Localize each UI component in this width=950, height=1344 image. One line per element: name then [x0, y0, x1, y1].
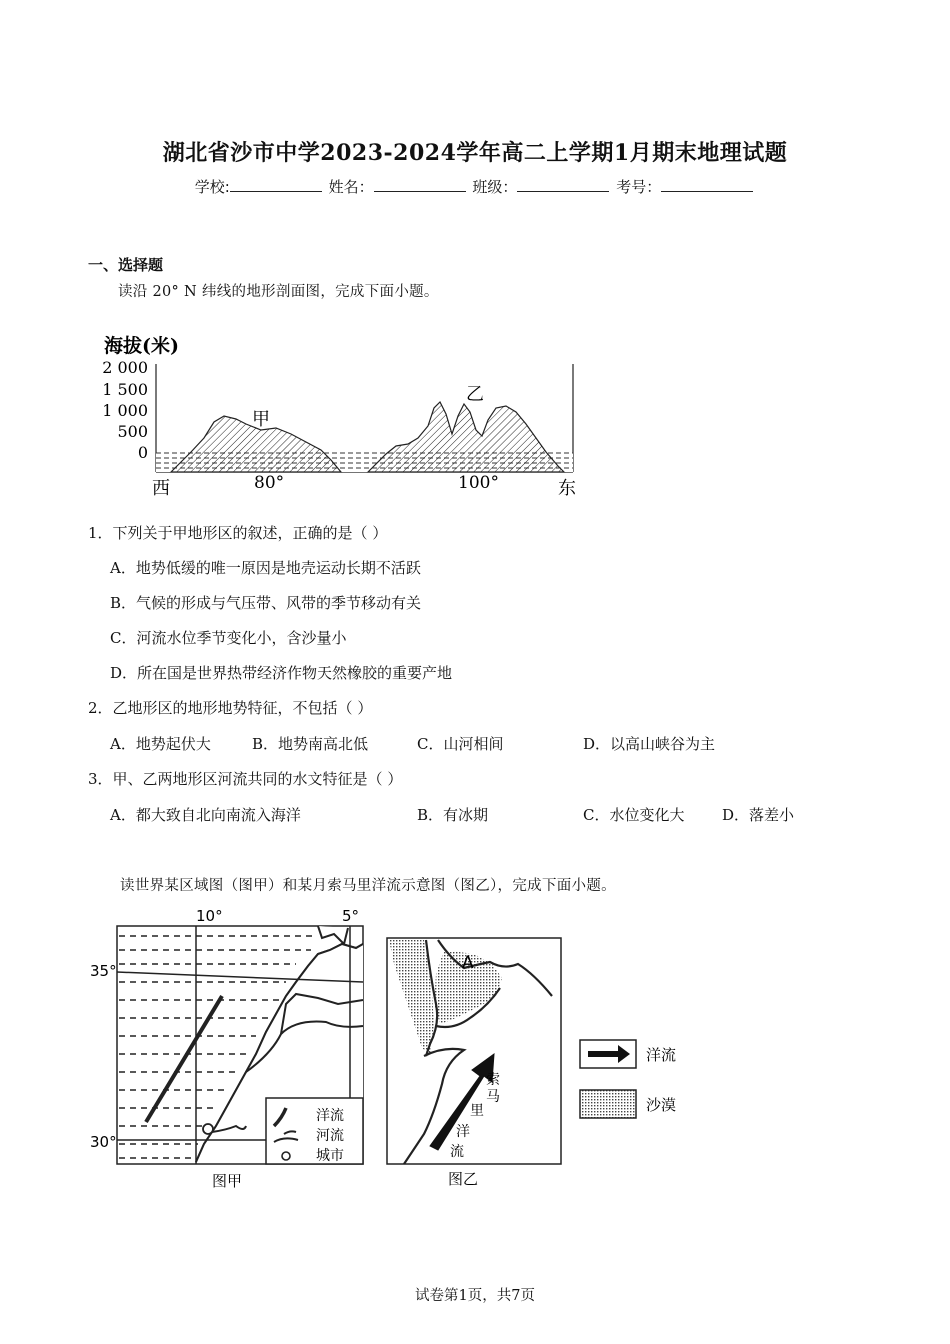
legend-desert-text: 沙漠 — [646, 1096, 677, 1114]
q2-option-b: B．地势南高北低 — [252, 735, 369, 753]
label-east: 东 — [558, 478, 576, 499]
student-info-line — [0, 176, 950, 197]
q1-option-c: C．河流水位季节变化小，含沙量小 — [110, 629, 347, 647]
q2-option-c: C．山河相间 — [417, 735, 504, 753]
number-label: 考号： — [616, 178, 662, 196]
legend-desert-box — [580, 1090, 636, 1118]
school-label: 学校: — [194, 178, 230, 196]
x-tick-80: 80° — [254, 473, 285, 493]
name-label: 姓名： — [328, 178, 374, 196]
q3-option-d: D．落差小 — [722, 806, 795, 824]
terrain-yi — [368, 402, 564, 472]
current-char-2: 马 — [486, 1089, 500, 1105]
page-footer: 试卷第1页，共7页 — [415, 1288, 535, 1304]
q1-option-b: B．气候的形成与气压带、风带的季节移动有关 — [110, 594, 422, 612]
y-tick-2000: 2 000 — [102, 358, 148, 377]
x-tick-100: 100° — [458, 473, 499, 493]
lon-10-label: 10° — [196, 907, 223, 925]
school-blank — [230, 177, 322, 192]
label-yi: 乙 — [466, 384, 484, 405]
y-axis-label: 海拔(米) — [104, 335, 179, 357]
section-heading: 一、选择题 — [88, 256, 164, 274]
current-char-3: 里 — [470, 1103, 484, 1119]
q1-option-a: A．地势低缓的唯一原因是地壳运动长期不活跃 — [110, 559, 421, 577]
current-char-1: 索 — [486, 1072, 500, 1088]
question-3-stem: 3．甲、乙两地形区河流共同的水文特征是（ ） — [88, 770, 403, 788]
q2-option-d: D．以高山峡谷为主 — [583, 735, 716, 753]
somali-current-map-yi — [384, 934, 696, 1192]
current-char-4: 洋 — [456, 1124, 470, 1140]
q2-option-a: A．地势起伏大 — [110, 735, 211, 753]
region-map-jia — [86, 904, 368, 1194]
legend-river-label: 河流 — [316, 1128, 344, 1144]
city-marker — [203, 1124, 213, 1134]
y-tick-1000: 1 000 — [102, 401, 148, 420]
current-char-5: 流 — [450, 1144, 464, 1160]
intro-text-2: 读世界某区域图（图甲）和某月索马里洋流示意图（图乙），完成下面小题。 — [120, 878, 616, 894]
legend-current-label: 洋流 — [316, 1108, 344, 1124]
lon-5-label: 5° — [342, 907, 360, 925]
q3-option-a: A．都大致自北向南流入海洋 — [110, 806, 301, 824]
y-tick-1500: 1 500 — [102, 380, 148, 399]
question-2-stem: 2．乙地形区的地形地势特征，不包括（ ） — [88, 699, 373, 717]
y-tick-500: 500 — [117, 422, 148, 441]
point-a-label: A — [462, 953, 474, 973]
class-blank — [517, 177, 609, 192]
question-1-stem: 1．下列关于甲地形区的叙述，正确的是（ ） — [88, 524, 388, 542]
q1-option-d: D．所在国是世界热带经济作物天然橡胶的重要产地 — [110, 664, 453, 682]
label-jia: 甲 — [252, 409, 270, 430]
label-west: 西 — [152, 478, 170, 499]
class-label: 班级： — [472, 178, 518, 196]
name-blank — [374, 177, 466, 192]
map-legend — [266, 1098, 363, 1164]
q3-option-b: B．有冰期 — [417, 806, 489, 824]
page-title: 湖北省沙市中学2023-2024学年高二上学期1月期末地理试题 — [162, 140, 788, 166]
q3-option-c: C．水位变化大 — [583, 806, 685, 824]
y-tick-0: 0 — [137, 443, 148, 462]
intro-text-1: 读沿 20° N 纬线的地形剖面图，完成下面小题。 — [118, 284, 439, 300]
legend-city-icon — [282, 1152, 290, 1160]
legend-city-label: 城市 — [316, 1148, 344, 1164]
lat-35-label: 35° — [90, 962, 117, 980]
lat-30-label: 30° — [90, 1133, 117, 1151]
terrain-profile-figure — [96, 326, 586, 504]
legend-current-text: 洋流 — [646, 1046, 677, 1064]
number-blank — [661, 177, 753, 192]
caption-yi: 图乙 — [448, 1170, 479, 1188]
caption-jia: 图甲 — [212, 1172, 243, 1190]
